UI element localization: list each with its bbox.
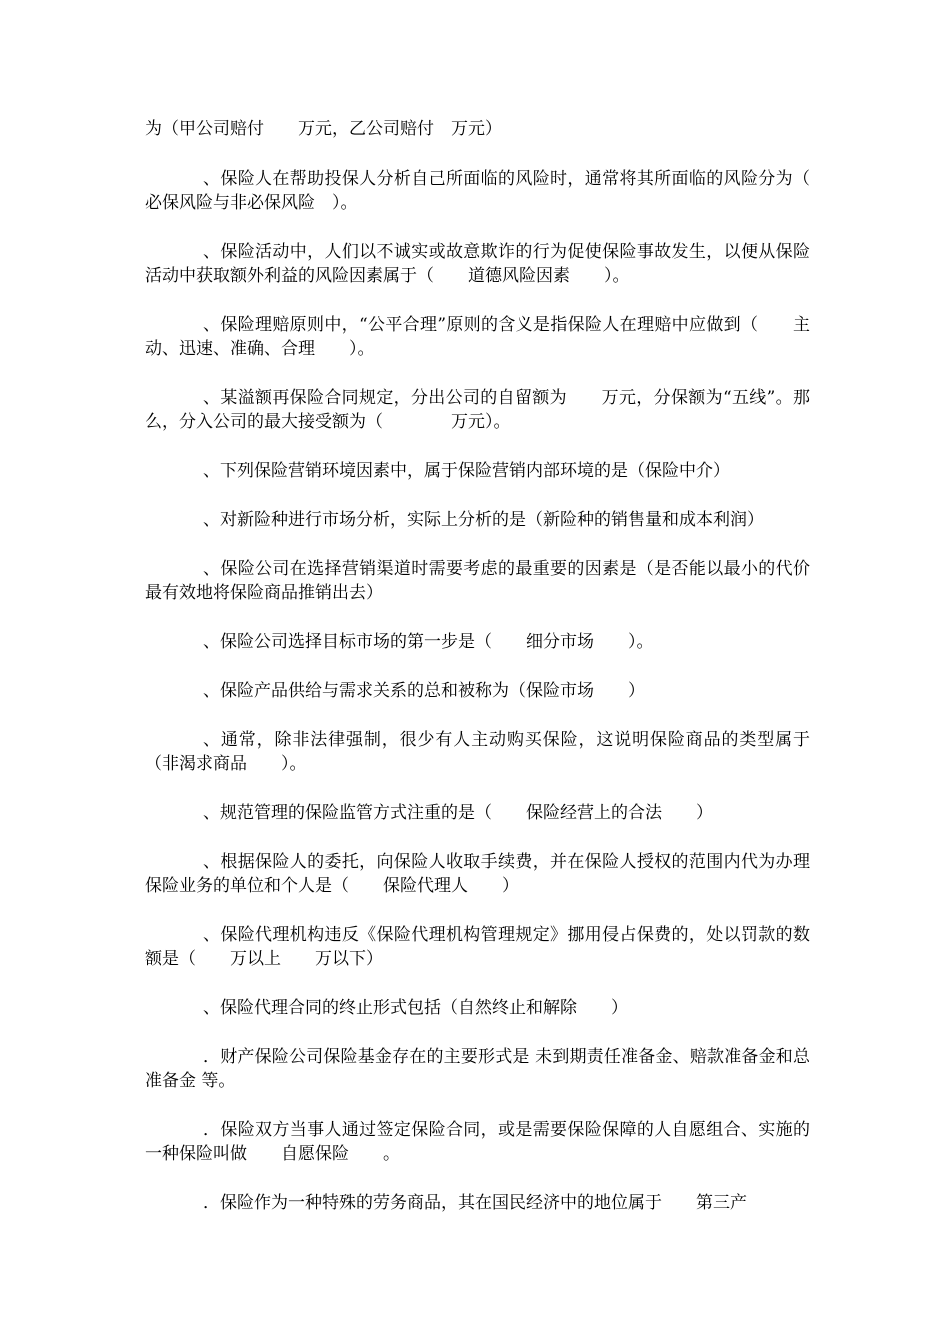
paragraph-question: 、规范管理的保险监管方式注重的是（ 保险经营上的合法 ） (203, 803, 713, 823)
paragraph-continuation: 为（甲公司赔付 万元，乙公司赔付 万元） (145, 119, 502, 139)
paragraph-question: 、保险理赔原则中，“公平合理”原则的含义是指保险人在理赔中应做到（ 主动、迅速、准确、合理 ）。 (145, 315, 810, 359)
paragraph-question: ．保险作为一种特殊的劳务商品，其在国民经济中的地位属于 第三产 (203, 1193, 747, 1213)
paragraph-question: 、对新险种进行市场分析，实际上分析的是（新险种的销售量和成本利润） (203, 510, 764, 530)
paragraph-question: 、下列保险营销环境因素中，属于保险营销内部环境的是（保险中介） (203, 461, 730, 481)
document-page (145, 117, 827, 1240)
paragraph-question: 、保险公司在选择营销渠道时需要考虑的最重要的因素是（是否能以最小的代价最有效地将保险商品推销出去） (145, 559, 810, 603)
paragraph-question: 、保险代理合同的终止形式包括（自然终止和解除 ） (203, 998, 628, 1018)
paragraph-question: 、保险人在帮助投保人分析自己所面临的风险时，通常将其所面临的风险分为（ 必保风险与非必保风险 ）。 (145, 169, 827, 213)
paragraph-question: 、保险代理机构违反《保险代理机构管理规定》挪用侵占保费的，处以罚款的数额是（ 万以上 万以下） (145, 925, 810, 969)
paragraph-question: ．财产保险公司保险基金存在的主要形式是 未到期责任准备金、赔款准备金和总准备金 等。 (145, 1047, 810, 1091)
paragraph-question: 、某溢额再保险合同规定，分出公司的自留额为 万元，分保额为“五线”。那么，分入公司的最大接受额为（ 万元）。 (145, 388, 810, 432)
paragraph-question: 、通常，除非法律强制，很少有人主动购买保险，这说明保险商品的类型属于（非渴求商品 ）。 (145, 730, 810, 774)
paragraph-question: 、根据保险人的委托，向保险人收取手续费，并在保险人授权的范围内代为办理保险业务的单位和个人是（ 保险代理人 ） (145, 852, 810, 896)
paragraph-question: 、保险产品供给与需求关系的总和被称为（保险市场 ） (203, 681, 645, 701)
paragraph-question: ．保险双方当事人通过签定保险合同，或是需要保险保障的人自愿组合、实施的一种保险叫做 自愿保险 。 (145, 1120, 810, 1164)
paragraph-question: 、保险公司选择目标市场的第一步是（ 细分市场 ）。 (203, 632, 654, 652)
paragraph-question: 、保险活动中，人们以不诚实或故意欺诈的行为促使保险事故发生，以便从保险活动中获取额外利益的风险因素属于（ 道德风险因素 ）。 (145, 242, 810, 286)
